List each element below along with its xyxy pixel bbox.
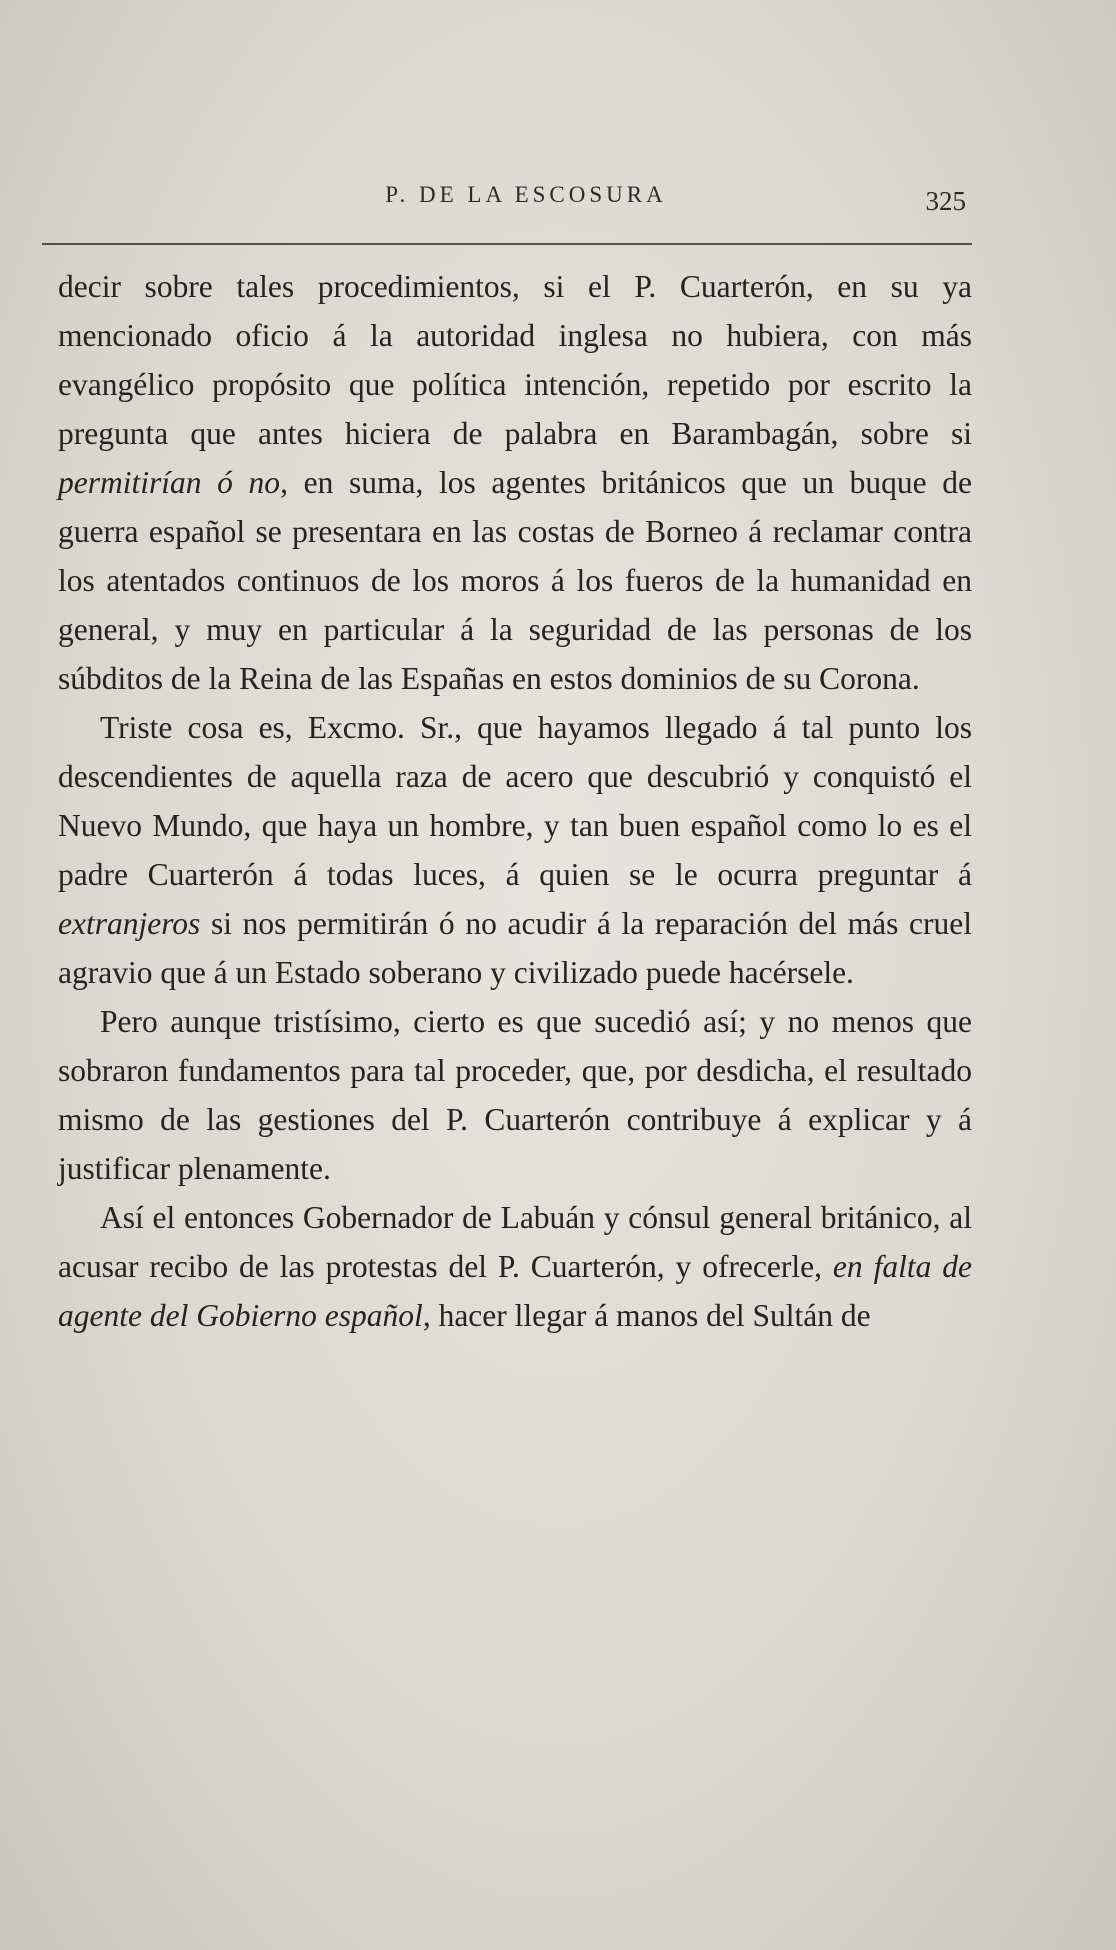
paragraph-2-text-a: Triste cosa es, Excmo. Sr., que hayamos llegado á tal punto los descendientes de aquella raza de acero que descubrió y conquistó el Nuevo Mundo, que haya un hombre, y tan buen español como lo es el padre Cuarterón á todas luces, á quien se le ocurra preguntar á <box>58 710 972 892</box>
paragraph-2 <box>58 703 972 997</box>
paragraph-1-italic: permitirían ó no <box>58 465 281 500</box>
paragraph-1-text-a: decir sobre tales procedimientos, si el P. Cuarterón, en su ya mencionado oficio á la autoridad inglesa no hubiera, con más evangélico propósito que política intención, repetido por escrito la pregunta que antes hiciera de palabra en Barambagán, sobre si <box>58 269 972 451</box>
paragraph-4 <box>58 1193 972 1340</box>
body-text <box>58 262 972 1340</box>
header-rule <box>42 243 972 245</box>
paragraph-1-text-b: , en suma, los agentes británicos que un buque de guerra español se presentara en las costas de Borneo á reclamar contra los atentados continuos de los moros á los fueros de la humanidad en general, y muy en particular á la seguridad de las personas de los súbditos de la Reina de las Españas en estos dominios de su Corona. <box>58 465 972 696</box>
paragraph-4-text-b: , hacer llegar á manos del Sultán de <box>422 1298 871 1333</box>
paragraph-4-text-a: Así el entonces Gobernador de Labuán y cónsul general británico, al acusar recibo de las protestas del P. Cuarterón, y ofrecerle, <box>58 1200 972 1284</box>
paragraph-3-text: Pero aunque tristísimo, cierto es que sucedió así; y no menos que sobraron fundamentos para tal proceder, que, por desdicha, el resultado mismo de las gestiones del P. Cuarterón contribuye á explicar y á justificar plenamente. <box>58 1004 972 1186</box>
paragraph-1 <box>58 262 972 703</box>
running-head <box>58 182 974 226</box>
paragraph-4-italic: en falta de agente del Gobierno español <box>58 1249 973 1333</box>
header-title: P. DE LA ESCOSURA <box>385 182 667 207</box>
page-number: 325 <box>925 186 966 216</box>
paragraph-2-italic: extranjeros <box>58 906 201 941</box>
paragraph-3 <box>58 997 972 1193</box>
paragraph-2-text-b: si nos permitirán ó no acudir á la reparación del más cruel agravio que á un Estado soberano y civilizado puede hacérsele. <box>58 906 972 990</box>
